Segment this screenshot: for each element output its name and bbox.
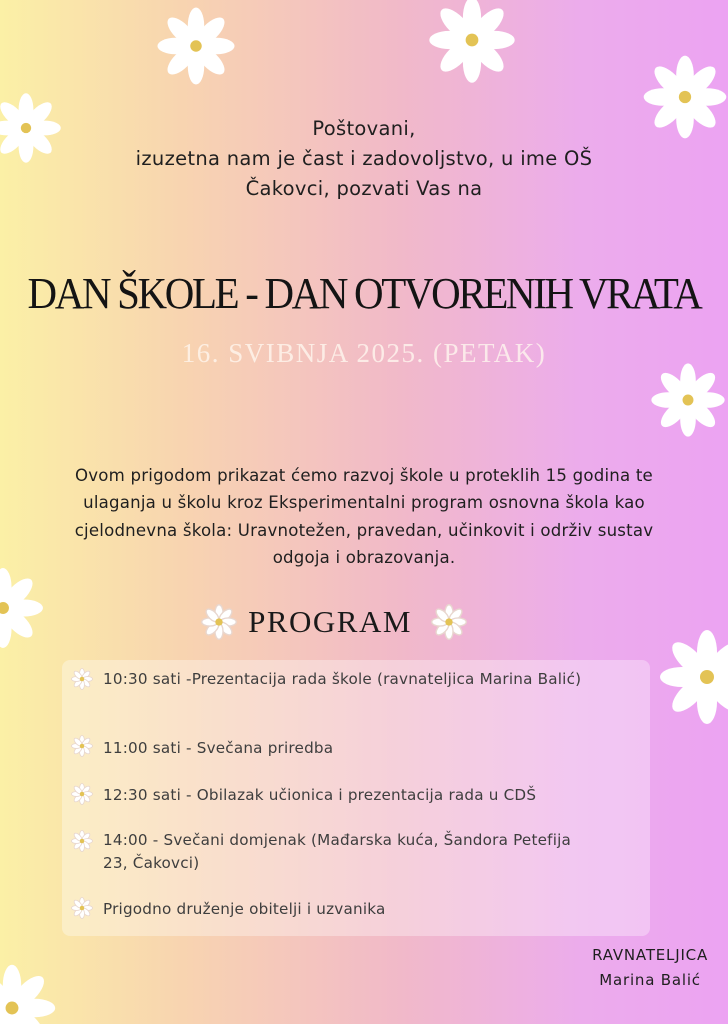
daisy-bullet-icon [70, 896, 94, 920]
daisy-icon [150, 0, 242, 92]
event-date: 16. SVIBNJA 2025. (PETAK) [181, 338, 547, 368]
program-item: 11:00 sati - Svečana priredba [103, 739, 334, 757]
program-heading [0, 604, 728, 640]
program-heading-label: PROGRAM [248, 604, 412, 639]
greeting-line: Čakovci, pozvati Vas na [245, 177, 483, 200]
program-item: 10:30 sati -Prezentacija rada škole (ravnateljica Marina Balić) [103, 670, 582, 688]
signature-role: RAVNATELJICA [592, 946, 708, 964]
intro-paragraph [0, 462, 728, 571]
program-item: 12:30 sati - Obilazak učionica i prezentacija rada u CDŠ [103, 786, 537, 804]
daisy-bullet-icon [70, 667, 94, 691]
daisy-bullet-icon [70, 782, 94, 806]
intro-line: odgoja i obrazovanja. [272, 547, 456, 567]
program-item: Prigodno druženje obitelji i uzvanika [103, 900, 386, 918]
daisy-icon [0, 958, 58, 1024]
daisy-bullet-icon [70, 734, 94, 758]
greeting-line: izuzetna nam je čast i zadovoljstvo, u ime OŠ [135, 147, 593, 170]
daisy-icon [417, 0, 527, 90]
daisy-icon [648, 356, 728, 444]
greeting-line: Poštovani, [312, 117, 416, 140]
intro-line: ulaganja u školu kroz Eksperimentalni program osnovna škola kao [83, 493, 645, 513]
intro-line: cjelodnevna škola: Uravnotežen, pravedan, učinkovit i održiv sustav [74, 520, 654, 540]
program-item: 14:00 - Svečani domjenak (Mađarska kuća, Šandora Petefija 23, Čakovci) [103, 831, 572, 872]
intro-line: Ovom prigodom prikazat ćemo razvoj škole u proteklih 15 godina te [75, 466, 653, 485]
signature-name: Marina Balić [599, 971, 701, 989]
signature [592, 943, 708, 993]
daisy-icon [430, 603, 468, 641]
daisy-bullet-icon [70, 829, 94, 853]
greeting [0, 114, 728, 204]
event-title: DAN ŠKOLE - DAN OTVORENIH VRATA [27, 269, 701, 318]
